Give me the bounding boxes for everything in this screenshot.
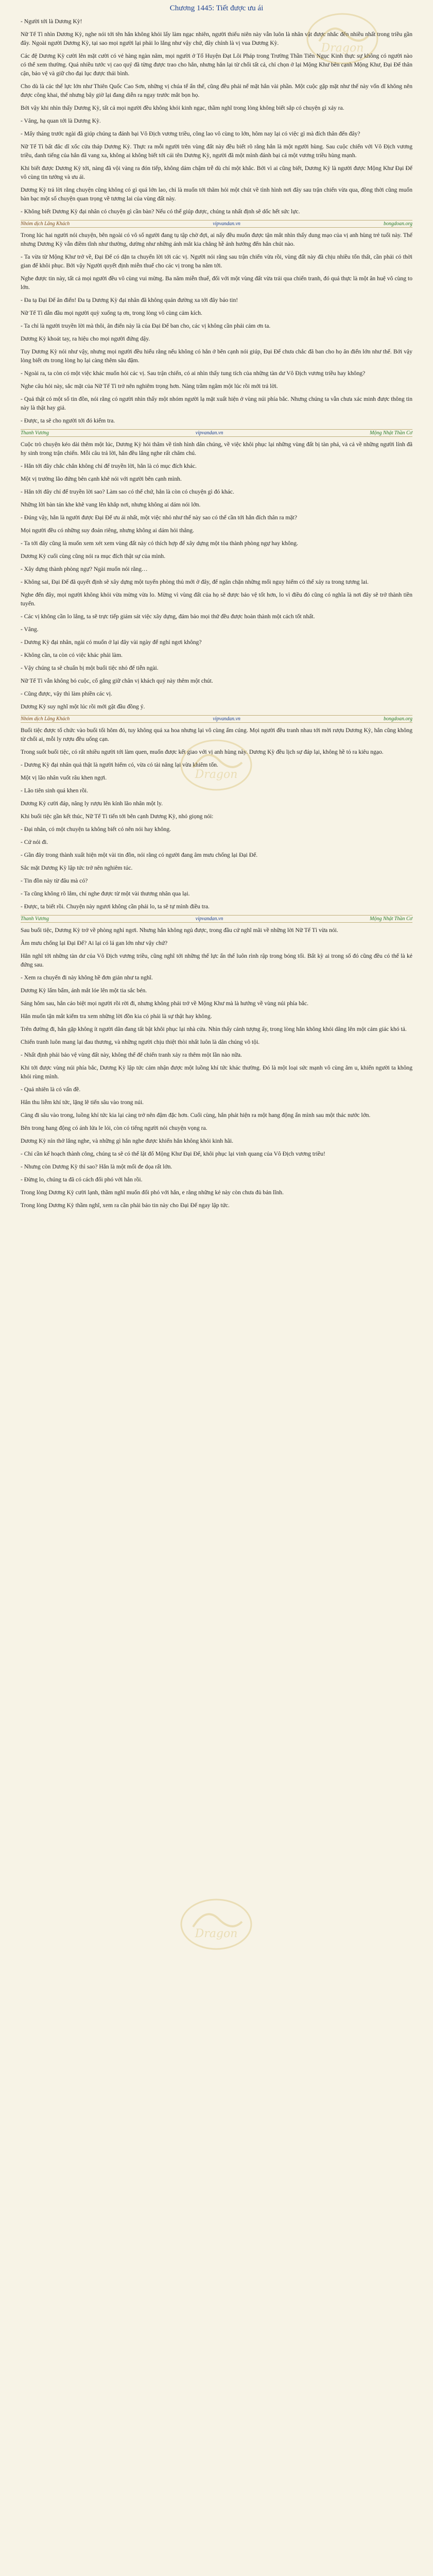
page-header-bar [21, 915, 412, 923]
paragraph: Một vị trưởng lão đứng bên cạnh khẽ nói với người bên cạnh mình. [21, 476, 182, 482]
header-center-text: vipvandan.vn [195, 916, 223, 922]
page-header-bar [21, 220, 412, 228]
paragraph: - Được, ta sẽ cho người tới đó kiểm tra. [21, 417, 115, 424]
paragraph: Tuy Dương Kỳ nói như vậy, nhưng mọi người đều hiểu rằng nếu không có hắn ở bên cạnh nói giúp, Đại Đế chưa chắc đã ban cho họ ân điển lớn như thế. Bởi vậy lòng biết ơn trong lòng họ lại càng thêm sâu đậm. [21, 348, 412, 364]
paragraph: Dương Kỳ cười đáp, nâng ly rượu lên kính lão nhân một ly. [21, 800, 163, 807]
paragraph: Cho dù là các thế lực lớn như Thiên Quốc Cao Sơn, những vị chúa tể ẩn thế, cũng đều phải nể mặt hắn vài phần. Một cuộc gặp mặt như thế này vốn dĩ không nên được công khai, thế nhưng bây giờ lại đang diễn ra ngay trước mắt bọn họ. [21, 83, 412, 98]
paragraph: - Lão tiên sinh quá khen rồi. [21, 787, 89, 794]
paragraph: Sau buổi tiệc, Dương Kỳ trở về phòng nghỉ ngơi. Nhưng hắn không ngủ được, trong đầu cứ nghĩ mãi về những lời Nữ Tế Tì vừa nói. [21, 927, 338, 934]
paragraph: - Hắn tới đây chắc chắn không chỉ để truyền lời, hẳn là có mục đích khác. [21, 463, 197, 469]
paragraph: Nữ Tế Tì vẫn không bỏ cuộc, cố gắng giữ chân vị khách quý này thêm một chút. [21, 677, 213, 684]
paragraph: - Hắn tới đây chỉ để truyền lời sao? Làm sao có thể chứ, hẳn là còn có chuyện gì đó khác. [21, 488, 234, 495]
page-header-bar [21, 429, 412, 437]
paragraph: - Tin đồn này từ đâu mà có? [21, 877, 88, 884]
paragraph: Trong lòng Dương Kỳ thầm nghĩ, xem ra cần phải báo tin này cho Đại Đế ngay lập tức. [21, 1202, 230, 1209]
paragraph: - Cứ nói đi. [21, 839, 48, 845]
content-section [21, 926, 412, 1059]
paragraph: - Ta chỉ là người truyền lời mà thôi, ân điển này là của Đại Đế ban cho, các vị không cần phải cảm ơn ta. [21, 323, 271, 329]
paragraph: - Xây dựng thành phòng ngự? Ngài muốn nói rằng… [21, 566, 148, 572]
paragraph: - Ta cũng không rõ lắm, chỉ nghe được từ một vài thương nhân qua lại. [21, 890, 190, 897]
paragraph: Hắn muốn tận mắt kiểm tra xem những lời đồn kia có phải là sự thật hay không. [21, 1013, 212, 1020]
content-section [21, 726, 412, 911]
paragraph: Các đệ Dương Kỳ cười lên mặt cười có vẻ hàng ngàn năm, mọi người ở Tổ Huyện Đạt Lôi Pháp trong Trường Thần Tiên Ngục Kinh thực sự không có người nào có thể xem thường. Quá nhiều tước vị cao quý đã từng được trao cho hắn, nhưng hắn lại từ chối tất cả, chỉ chọn ở lại Mộng Khư bên cạnh Mộng Khư, Đại Đế thân cận, bảo vệ và giữ cho đại lục được thái bình. [21, 53, 412, 77]
paragraph: Khi tới được vùng núi phía bắc, Dương Kỳ lập tức cảm nhận được một luồng khí tức khác thường. Đó là một loại sức mạnh vô cùng âm u, khiến người ta không khỏi rùng mình. [21, 1064, 412, 1080]
header-left-text: Nhóm dịch Lãng Khách [21, 716, 70, 722]
header-right-text: Mộng Nhật Thần Cơ [370, 430, 412, 436]
paragraph: Trong lúc hai người nói chuyện, bên ngoài có vô số người đang tụ tập chờ đợi, ai nấy đều muốn được tận mắt nhìn thấy dung mạo của vị anh hùng trẻ tuổi này. Thế nhưng Dương Kỳ vẫn điềm tĩnh như thường, dường như những ánh mắt kia chẳng hề ảnh hưởng đến hắn chút nào. [21, 232, 412, 247]
paragraph: - Các vị không cần lo lắng, ta sẽ trực tiếp giám sát việc xây dựng, đảm bảo mọi thứ đều được hoàn thành một cách tốt nhất. [21, 613, 315, 620]
paragraph: - Ta tới đây cũng là muốn xem xét xem vùng đất này có thích hợp để xây dựng một tòa thành phòng ngự hay không. [21, 540, 298, 547]
paragraph: Sắc mặt Dương Kỳ lập tức trở nên nghiêm túc. [21, 865, 133, 871]
paragraph: Chiến tranh luôn mang lại đau thương, và những người chịu thiệt thòi nhất luôn là dân chúng vô tội. [21, 1039, 260, 1045]
paragraph: Dương Kỳ suy nghĩ một lúc rồi mới gật đầu đồng ý. [21, 703, 145, 710]
paragraph: Dương Kỳ cuối cùng cũng nói ra mục đích thật sự của mình. [21, 553, 166, 560]
paragraph: - Vâng. [21, 626, 39, 633]
paragraph: Cuộc trò chuyện kéo dài thêm một lúc, Dương Kỳ hỏi thăm về tình hình dân chúng, về việc khôi phục lại những vùng đất bị tàn phá, và cả về những người lính đã hy sinh trong trận chiến. Mỗi câu trả lời, hắn đều lắng nghe rất chăm chú. [21, 441, 412, 456]
paragraph: Hắn thu liễm khí tức, lặng lẽ tiến sâu vào trong núi. [21, 1099, 144, 1106]
paragraph: - Được, ta biết rồi. Chuyện này ngươi không cần phải lo, ta sẽ tự mình điều tra. [21, 903, 210, 910]
paragraph: Nữ Tế Tì bất đắc dĩ xốc cửa tháp Dương Kỳ. Thực ra mỗi người trên vùng đất này đều biết rõ rằng hắn là một người hùng. Sau cuộc chiến với Vô Địch vương triều, danh tiếng của hắn đã vang xa, không ai không biết tới cái tên Dương Kỳ, người đã một mình đánh bại cả một vương triều hùng mạnh. [21, 143, 412, 159]
paragraph: - Quả thật có một số tin đồn, nói rằng có người nhìn thấy một nhóm người lạ mặt xuất hiện ở vùng núi phía bắc. Nhưng chúng ta vẫn chưa xác minh được thông tin này là thật hay giả. [21, 396, 412, 411]
paragraph: Âm mưu chống lại Đại Đế? Ai lại có lá gan lớn như vậy chứ? [21, 940, 168, 946]
header-right-text: bongdoan.org [383, 221, 412, 227]
content-section [21, 1063, 412, 1210]
paragraph: Dương Kỳ nín thở lắng nghe, và những gì hắn nghe được khiến hắn không khỏi kinh hãi. [21, 1138, 234, 1144]
paragraph: Nữ Tế Tì dẫn đầu mọi người quỳ xuống tạ ơn, trong lòng vô cùng cảm kích. [21, 310, 202, 316]
paragraph: - Cũng được, vậy thì làm phiền các vị. [21, 690, 112, 697]
paragraph: - Nhất định phải bảo vệ vùng đất này, không thể để chiến tranh xảy ra thêm một lần nào nữa. [21, 1052, 242, 1058]
header-center-text: vipvandan.vn [195, 430, 223, 436]
paragraph: Trong lòng Dương Kỳ cười lạnh, thầm nghĩ muốn đối phó với hắn, e rằng những kẻ này còn chưa đủ bản lĩnh. [21, 1189, 284, 1196]
paragraph: - Xem ra chuyến đi này không hề đơn giản như ta nghĩ. [21, 974, 153, 981]
paragraph: Trên đường đi, hắn gặp không ít người dân đang tất bật khôi phục lại nhà cửa. Nhìn thấy cảnh tượng ấy, trong lòng hắn không khỏi dâng lên một cảm giác khó tả. [21, 1026, 407, 1032]
paragraph: - Đừng lo, chúng ta đã có cách đối phó với hắn rồi. [21, 1176, 143, 1183]
paragraph: - Không sai, Đại Đế đã quyết định sẽ xây dựng một tuyến phòng thủ mới ở đây, để ngăn chặn những mối nguy hiểm có thể xảy ra trong tương lai. [21, 579, 369, 585]
chapter-content [21, 17, 412, 1210]
paragraph: Càng đi sâu vào trong, luồng khí tức kia lại càng trở nên đậm đặc hơn. Cuối cùng, hắn phát hiện ra một hang động ẩn mình sau một thác nước lớn. [21, 1112, 371, 1118]
paragraph: - Đại nhân, có một chuyện ta không biết có nên nói hay không. [21, 826, 171, 833]
content-section [21, 440, 412, 711]
header-right-text: Mộng Nhật Thần Cơ [370, 916, 412, 922]
paragraph: Bởi vậy khi nhìn thấy Dương Kỳ, tất cả mọi người đều không khỏi kinh ngạc, thầm nghĩ trong lòng không biết sắp có chuyện gì xảy ra. [21, 105, 344, 111]
paragraph: Một vị lão nhân vuốt râu khen ngợi. [21, 774, 107, 781]
content-section [21, 231, 412, 425]
paragraph: - Dương Kỳ đại nhân quả thật là người hiếm có, vừa có tài năng lại vừa khiêm tốn. [21, 761, 218, 768]
paragraph: - Dương Kỳ đại nhân, ngài có muốn ở lại đây vài ngày để nghỉ ngơi không? [21, 639, 202, 646]
paragraph: Dương Kỳ khoát tay, ra hiệu cho mọi người đứng dậy. [21, 335, 150, 342]
page-header-bar [21, 715, 412, 723]
paragraph: Nữ Tế Tì nhìn Dương Kỳ, nghe nói tới tên hắn không khỏi lấy làm ngạc nhiên, người thiếu niên này vẫn luôn là nhân vật được nhắc đến nhiều nhất trong triều gần đây. Ngoài người Dương Kỳ, tại sao mọi người lại phải lo lắng như vậy chứ, đây chính là vị vua Dương Kỳ. [21, 31, 412, 46]
header-left-text: Thanh Vương [21, 430, 49, 436]
paragraph: Sáng hôm sau, hắn cáo biệt mọi người rồi rời đi, nhưng không phải trở về Mộng Khư mà là hướng về vùng núi phía bắc. [21, 1000, 309, 1007]
header-left-text: Thanh Vương [21, 916, 49, 922]
paragraph: - Vậy chúng ta sẽ chuẩn bị một buổi tiệc nhỏ để tiễn ngài. [21, 665, 159, 671]
paragraph: - Mấy tháng trước ngài đã giúp chúng ta đánh bại Vô Địch vương triều, công lao vô cùng to lớn, hôm nay lại có việc gì mà đích thân đến đây? [21, 130, 360, 137]
paragraph: - Quả nhiên là có vấn đề. [21, 1086, 81, 1093]
watermark-label: Dragon [195, 768, 238, 781]
header-center-text: vipvandan.vn [213, 716, 240, 722]
watermark-label: Dragon [321, 42, 364, 55]
paragraph: - Ngoài ra, ta còn có một việc khác muốn hỏi các vị. Sau trận chiến, có ai nhìn thấy tung tích của những tàn dư Vô Địch vương triều hay không? [21, 370, 366, 377]
paragraph: - Nhưng còn Dương Kỳ thì sao? Hắn là một mối đe dọa rất lớn. [21, 1163, 172, 1170]
paragraph: - Chỉ cần kế hoạch thành công, chúng ta sẽ có thể lật đổ Mộng Khư Đại Đế, khôi phục lại vinh quang của Vô Địch vương triều! [21, 1150, 325, 1157]
dragon-watermark-icon [178, 1896, 255, 1953]
paragraph: Trong suốt buổi tiệc, có rất nhiều người tới làm quen, muốn được kết giao với vị anh hùng này. Dương Kỳ đều lịch sự đáp lại, không hề tỏ ra kiêu ngạo. [21, 749, 384, 755]
paragraph: Khi biết được Dương Kỳ tới, nàng đã vội vàng ra đón tiếp, không dám chậm trễ dù chỉ một khắc. Bởi vì ai cũng biết, Dương Kỳ là người được Mộng Khư Đại Đế vô cùng tin tưởng và ưu ái. [21, 165, 412, 180]
paragraph: Mọi người đều có những suy đoán riêng, nhưng không ai dám hỏi thẳng. [21, 527, 195, 534]
watermark-label: Dragon [195, 1927, 238, 1940]
header-right-text: bongdoan.org [383, 716, 412, 722]
header-left-text: Nhóm dịch Lãng Khách [21, 221, 70, 227]
content-section [21, 17, 412, 216]
header-center-text: vipvandan.vn [213, 221, 240, 227]
paragraph: - Đa tạ Đại Đế ân điển! Đa tạ Dương Kỳ đại nhân đã không quản đường xa tới đây báo tin! [21, 297, 238, 303]
paragraph: - Vâng, hạ quan tới là Dương Kỳ. [21, 117, 101, 124]
paragraph: Dương Kỳ lẩm bẩm, ánh mắt lóe lên một tia sắc bén. [21, 987, 147, 994]
paragraph: - Người tới là Dương Kỳ! [21, 18, 82, 25]
paragraph: - Không biết Dương Kỳ đại nhân có chuyện gì cần bàn? Nếu có thể giúp được, chúng ta nhất định sẽ dốc hết sức lực. [21, 208, 300, 215]
paragraph: Khi buổi tiệc gần kết thúc, Nữ Tế Tì tiến tới bên cạnh Dương Kỳ, nhỏ giọng nói: [21, 813, 214, 820]
paragraph: - Gần đây trong thành xuất hiện một vài tin đồn, nói rằng có người đang âm mưu chống lại Đại Đế. [21, 852, 258, 858]
paragraph: - Ta vừa từ Mộng Khư trở về, Đại Đế có dặn ta chuyển lời tới các vị. Người nói rằng sau trận chiến vừa rồi, vùng đất này đã chịu nhiều tổn thất, cần phải có thời gian để khôi phục. Bởi vậy Người quyết định miễn thuế cho các vị trong ba năm tới. [21, 253, 412, 269]
paragraph: Hắn nghĩ tới những tàn dư của Vô Địch vương triều, cũng nghĩ tới những thế lực ẩn thế luôn rình rập trong bóng tối. Bất kỳ ai trong số đó cũng đều có thể là kẻ đứng sau. [21, 953, 412, 968]
paragraph: - Đúng vậy, hắn là người được Đại Đế ưu ái nhất, một việc nhỏ như thế này sao có thể cần tới hắn đích thân ra mặt? [21, 514, 297, 521]
paragraph: Nghe được tin này, tất cả mọi người đều vô cùng vui mừng. Ba năm miễn thuế, đối với một vùng đất vừa trải qua chiến tranh, đó quả thực là một ân huệ vô cùng to lớn. [21, 275, 412, 291]
paragraph: Nghe câu hỏi này, sắc mặt của Nữ Tế Tì trở nên nghiêm trọng hơn. Nàng trầm ngâm một lúc rồi mới trả lời. [21, 383, 278, 389]
paragraph: Dương Kỳ trả lời rằng chuyện cũng không có gì quá lớn lao, chỉ là muốn tới thăm hỏi một chút về tình hình nơi đây sau trận chiến vừa qua, đồng thời cũng muốn bàn bạc một số chuyện quan trọng về tương lai của vùng đất này. [21, 187, 412, 202]
paragraph: Những lời bàn tán khe khẽ vang lên khắp nơi, nhưng không ai dám nói lớn. [21, 501, 201, 508]
chapter-title: Chương 1445: Tiết được ưu ái [169, 4, 264, 12]
paragraph: Bên trong hang động có ánh lửa le lói, còn có tiếng người nói chuyện vọng ra. [21, 1125, 207, 1131]
paragraph: Nghe đến đây, mọi người không khỏi vừa mừng vừa lo. Mừng vì vùng đất của họ sẽ được bảo vệ tốt hơn, lo vì điều đó cũng có nghĩa là nơi đây sẽ trở thành tiền tuyến. [21, 591, 412, 607]
paragraph: Buổi tiệc được tổ chức vào buổi tối hôm đó, tuy không quá xa hoa nhưng lại vô cùng ấm cúng. Mọi người đều tranh nhau tới mời rượu Dương Kỳ, hắn cũng không từ chối ai, mỗi ly rượu đều uống cạn. [21, 727, 412, 742]
paragraph: - Không cần, ta còn có việc khác phải làm. [21, 652, 123, 658]
